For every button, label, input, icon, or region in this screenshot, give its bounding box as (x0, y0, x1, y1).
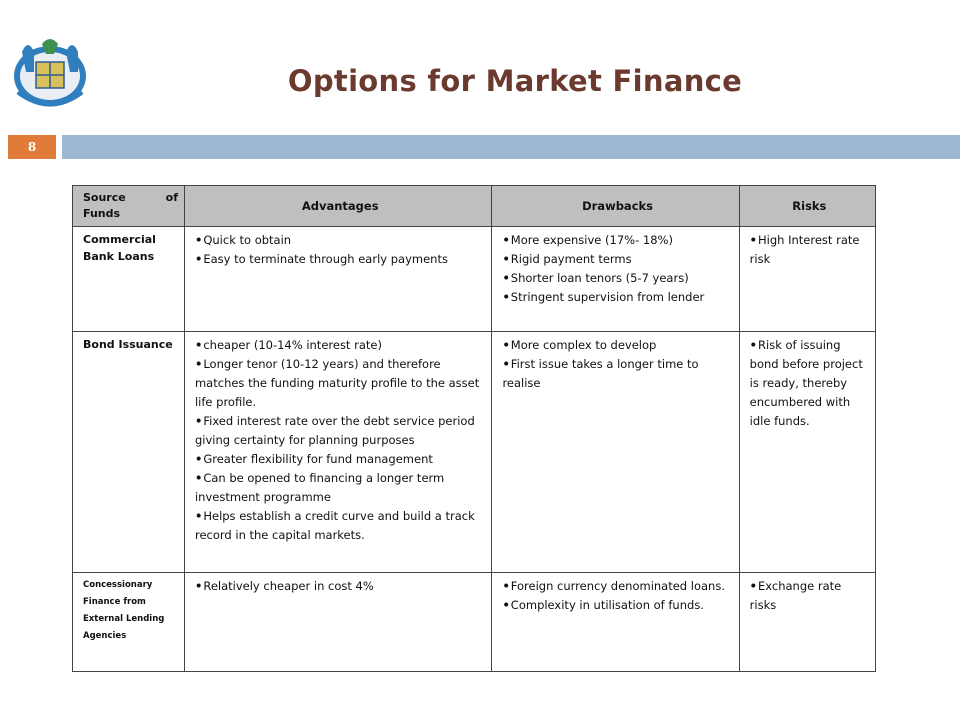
list-item: •More expensive (17%- 18%) (502, 233, 673, 247)
risks-cell (739, 332, 875, 573)
source-label: Commercial Bank Loans (83, 233, 156, 263)
list-item: •Complexity in utilisation of funds. (502, 598, 704, 612)
finance-options-table (72, 185, 876, 672)
list-item: •cheaper (10-14% interest rate) (194, 338, 382, 352)
drawbacks-cell (492, 227, 739, 332)
header-source-of-funds: Source of Funds (73, 186, 185, 227)
source-label: Concessionary Finance from External Lending Agencies (83, 580, 165, 641)
list-item: •First issue takes a longer time to realise (502, 357, 699, 390)
advantages-cell (184, 332, 491, 573)
source-cell (73, 573, 185, 672)
list-item: •Rigid payment terms (502, 252, 632, 266)
drawbacks-cell (492, 573, 739, 672)
table-row (73, 227, 876, 332)
source-label: Bond Issuance (83, 338, 173, 351)
list-item: •Stringent supervision from lender (502, 290, 705, 304)
slide-title: Options for Market Finance (287, 64, 743, 98)
list-item: •Exchange rate risks (749, 579, 842, 612)
table-row (73, 332, 876, 573)
list-item: •Quick to obtain (194, 233, 292, 247)
page-number-badge: 8 (8, 135, 56, 159)
list-item: •Fixed interest rate over the debt service period giving certainty for planning purposes (194, 414, 475, 447)
list-item: •Relatively cheaper in cost 4% (194, 579, 374, 593)
list-item: •Easy to terminate through early payments (194, 252, 448, 266)
source-cell (73, 332, 185, 573)
source-cell (73, 227, 185, 332)
list-item: •Risk of issuing bond before project is ready, thereby encumbered with idle funds. (749, 338, 863, 428)
list-item: •Foreign currency denominated loans. (502, 579, 725, 593)
list-item: •Helps establish a credit curve and build a track record in the capital markets. (194, 509, 475, 542)
header-risks: Risks (739, 186, 875, 227)
table-header-row (73, 186, 876, 227)
advantages-cell (184, 573, 491, 672)
list-item: •Shorter loan tenors (5-7 years) (502, 271, 689, 285)
risks-cell (739, 573, 875, 672)
list-item: •Can be opened to financing a longer term investment programme (194, 471, 445, 504)
list-item: •High Interest rate risk (749, 233, 860, 266)
list-item: •Greater flexibility for fund management (194, 452, 433, 466)
drawbacks-cell (492, 332, 739, 573)
header-bar (62, 135, 960, 159)
advantages-cell (184, 227, 491, 332)
risks-cell (739, 227, 875, 332)
header-drawbacks: Drawbacks (492, 186, 739, 227)
list-item: •Longer tenor (10-12 years) and therefore matches the funding maturity profile to the asset life profile. (194, 357, 480, 409)
list-item: •More complex to develop (502, 338, 657, 352)
header-advantages: Advantages (184, 186, 491, 227)
table-row (73, 573, 876, 672)
